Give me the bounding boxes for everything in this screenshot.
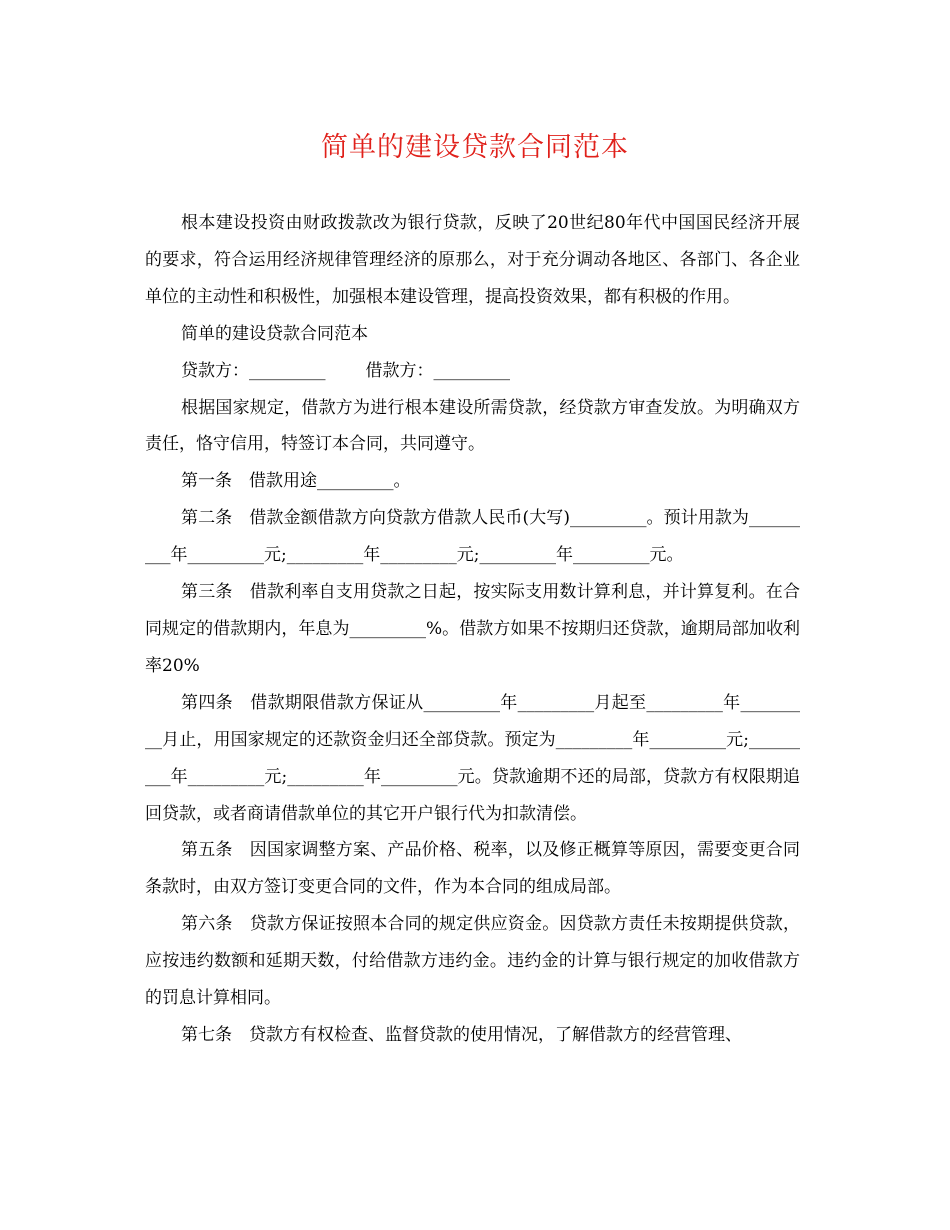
clause-2: 第二条 借款金额借款方向贷款方借款人民币(大写)_________。预计用款为_________年_________元;_________年_________元;_________年_________元。: [145, 508, 800, 566]
clause-3: 第三条 借款利率自支用贷款之日起，按实际支用数计算利息，并计算复利。在合同规定的借款期内，年息为_________%。借款方如果不按期归还贷款，逾期局部加收利率20%: [145, 582, 800, 676]
clause-6: 第六条 贷款方保证按照本合同的规定供应资金。因贷款方责任未按期提供贷款，应按违约数额和延期天数，付给借款方违约金。违约金的计算与银行规定的加收借款方的罚息计算相同。: [145, 914, 800, 1009]
parties-line: [145, 353, 800, 390]
clause-5: 第五条 因国家调整方案、产品价格、税率，以及修正概算等原因，需要变更合同条款时，由双方签订变更合同的文件，作为本合同的组成局部。: [145, 840, 800, 898]
subtitle-paragraph: 简单的建设贷款合同范本: [181, 323, 368, 344]
document-body: [145, 205, 800, 1054]
intro-paragraph: 根本建设投资由财政拨款改为银行贷款，反映了20世纪80年代中国国民经济开展的要求，符合运用经济规律管理经济的原那么，对于充分调动各地区、各部门、各企业单位的主动性和积极性，加强根本建设管理，提高投资效果，都有积极的作用。: [145, 213, 800, 307]
document-title: 简单的建设贷款合同范本: [321, 132, 629, 163]
preamble-paragraph: 根据国家规定，借款方为进行根本建设所需贷款，经贷款方审查发放。为明确双方责任，恪守信用，特签订本合同，共同遵守。: [145, 397, 800, 455]
clause-1: 第一条 借款用途_________。: [181, 471, 411, 492]
clause-7: 第七条 贷款方有权检查、监督贷款的使用情况，了解借款方的经营管理、: [181, 1024, 742, 1045]
borrower-field: 借款方：_________: [365, 360, 510, 381]
clause-4: 第四条 借款期限借款方保证从_________年_________月起至_________年_________月止，用国家规定的还款资金归还全部贷款。预定为_________年_________元;_________年_________元;_________年_________元。贷款逾期不还的局部，贷款方有权限期追回贷款，或者商请借款单位的其它开户银行代为扣款清偿。: [145, 692, 800, 824]
lender-field: 贷款方：_________: [181, 360, 326, 381]
